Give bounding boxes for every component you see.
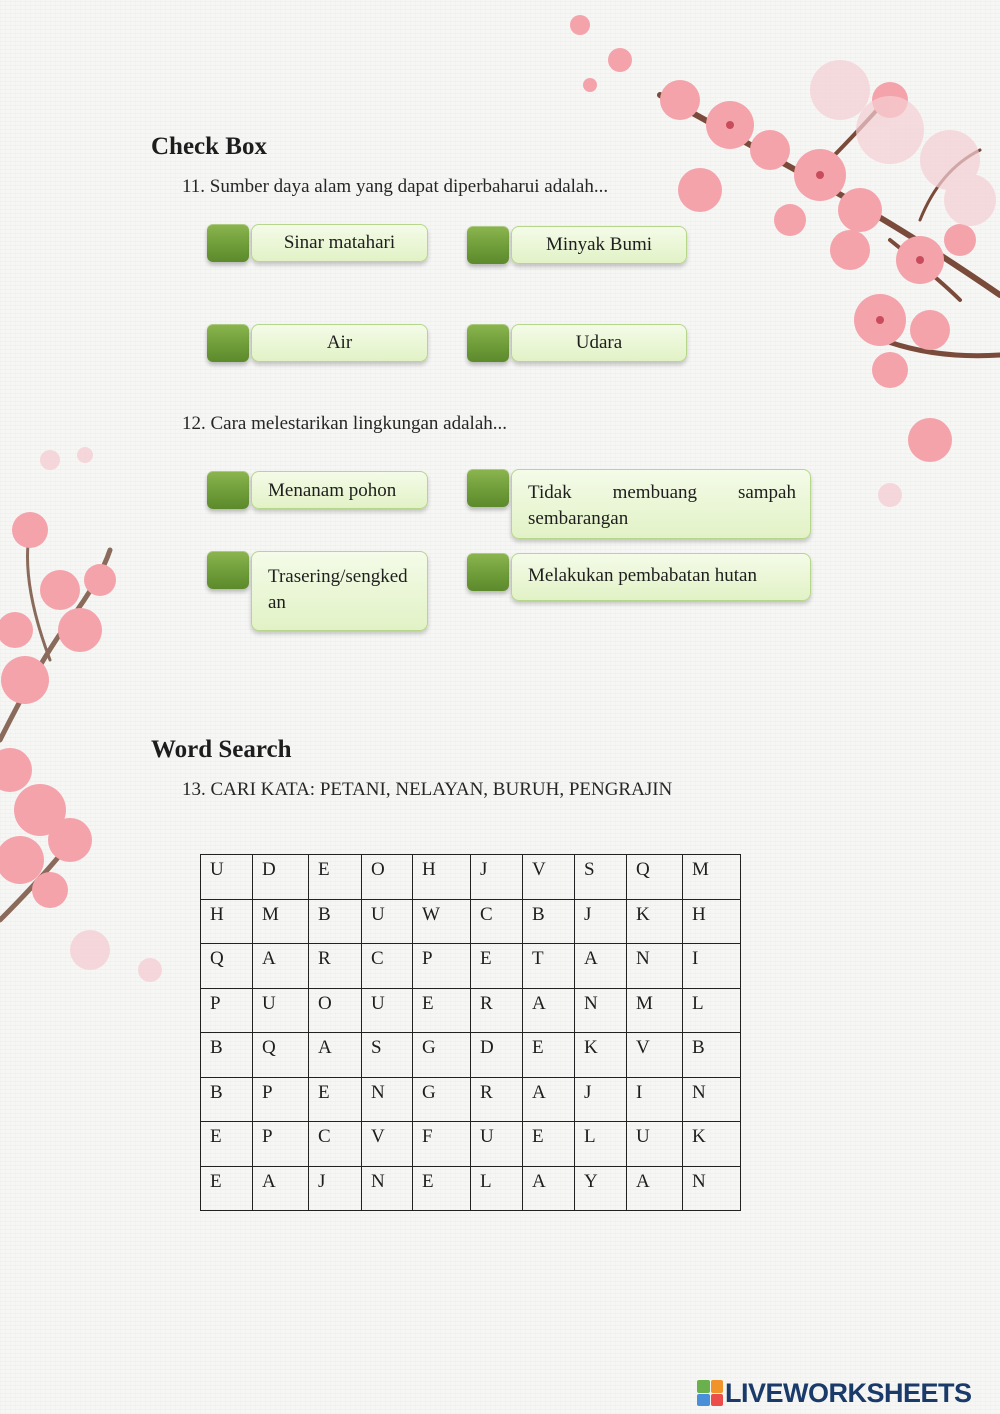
q11-checkbox-3[interactable] (207, 324, 249, 362)
grid-cell[interactable]: N (362, 1166, 413, 1211)
q11-option-label-2: Minyak Bumi (511, 226, 687, 264)
grid-cell[interactable]: B (683, 1033, 741, 1078)
grid-cell[interactable]: A (575, 944, 627, 989)
grid-cell[interactable]: E (413, 1166, 471, 1211)
grid-row (201, 944, 741, 989)
grid-cell[interactable]: U (627, 1122, 683, 1167)
grid-cell[interactable]: D (471, 1033, 523, 1078)
grid-cell[interactable]: A (523, 988, 575, 1033)
grid-cell[interactable]: A (523, 1077, 575, 1122)
grid-cell[interactable]: N (362, 1077, 413, 1122)
q12-option-label-4: Melakukan pembabatan hutan (511, 553, 811, 601)
grid-cell[interactable]: K (627, 899, 683, 944)
grid-cell[interactable]: E (201, 1166, 253, 1211)
grid-cell[interactable]: N (575, 988, 627, 1033)
q12-option-label-2: Tidak membuang sampah sembarangan (511, 469, 811, 539)
grid-row (201, 855, 741, 900)
grid-cell[interactable]: N (627, 944, 683, 989)
grid-cell[interactable]: P (253, 1122, 309, 1167)
liveworksheets-logo-icon (697, 1380, 723, 1406)
grid-row (201, 1077, 741, 1122)
check-box-heading: Check Box (151, 133, 267, 160)
grid-cell[interactable]: F (413, 1122, 471, 1167)
word-search-grid[interactable] (200, 854, 741, 1211)
grid-cell[interactable]: E (413, 988, 471, 1033)
grid-cell[interactable]: E (309, 855, 362, 900)
q12-checkbox-2[interactable] (467, 469, 509, 507)
q12-checkbox-1[interactable] (207, 471, 249, 509)
grid-row (201, 1033, 741, 1078)
grid-cell[interactable]: A (253, 944, 309, 989)
grid-cell[interactable]: O (309, 988, 362, 1033)
grid-row (201, 899, 741, 944)
grid-cell[interactable]: B (309, 899, 362, 944)
q11-checkbox-1[interactable] (207, 224, 249, 262)
grid-cell[interactable]: M (683, 855, 741, 900)
q11-option-label-3: Air (251, 324, 428, 362)
grid-cell[interactable]: U (253, 988, 309, 1033)
grid-cell[interactable]: U (201, 855, 253, 900)
grid-cell[interactable]: U (362, 899, 413, 944)
grid-cell[interactable]: B (201, 1077, 253, 1122)
grid-cell[interactable]: J (575, 1077, 627, 1122)
grid-row (201, 988, 741, 1033)
grid-cell[interactable]: E (201, 1122, 253, 1167)
grid-cell[interactable]: J (309, 1166, 362, 1211)
grid-cell[interactable]: P (253, 1077, 309, 1122)
grid-cell[interactable]: Q (201, 944, 253, 989)
grid-cell[interactable]: P (201, 988, 253, 1033)
grid-cell[interactable]: N (683, 1077, 741, 1122)
grid-cell[interactable]: G (413, 1033, 471, 1078)
grid-cell[interactable]: C (362, 944, 413, 989)
grid-cell[interactable]: U (471, 1122, 523, 1167)
grid-cell[interactable]: K (683, 1122, 741, 1167)
grid-cell[interactable]: W (413, 899, 471, 944)
grid-cell[interactable]: A (253, 1166, 309, 1211)
grid-cell[interactable]: J (575, 899, 627, 944)
grid-cell[interactable]: M (627, 988, 683, 1033)
grid-cell[interactable]: L (575, 1122, 627, 1167)
grid-row (201, 1122, 741, 1167)
q12-option-label-1: Menanam pohon (251, 471, 428, 509)
word-search-heading: Word Search (151, 736, 292, 763)
grid-cell[interactable]: O (362, 855, 413, 900)
grid-cell[interactable]: S (575, 855, 627, 900)
grid-cell[interactable]: S (362, 1033, 413, 1078)
grid-cell[interactable]: M (253, 899, 309, 944)
liveworksheets-logo (697, 1377, 972, 1409)
grid-cell[interactable]: Y (575, 1166, 627, 1211)
grid-cell[interactable]: E (471, 944, 523, 989)
grid-cell[interactable]: U (362, 988, 413, 1033)
grid-cell[interactable]: R (471, 1077, 523, 1122)
grid-cell[interactable]: N (683, 1166, 741, 1211)
grid-cell[interactable]: J (471, 855, 523, 900)
grid-cell[interactable]: Q (253, 1033, 309, 1078)
grid-cell[interactable]: A (309, 1033, 362, 1078)
grid-cell[interactable]: P (413, 944, 471, 989)
grid-cell[interactable]: A (627, 1166, 683, 1211)
grid-cell[interactable]: B (201, 1033, 253, 1078)
grid-cell[interactable]: H (413, 855, 471, 900)
grid-cell[interactable]: A (523, 1166, 575, 1211)
question-12-text: 12. Cara melestarikan lingkungan adalah... (182, 413, 508, 434)
q11-option-label-4: Udara (511, 324, 687, 362)
grid-cell[interactable]: E (523, 1033, 575, 1078)
grid-cell[interactable]: G (413, 1077, 471, 1122)
cherry-blossom-flower-right (870, 410, 980, 520)
grid-cell[interactable]: I (627, 1077, 683, 1122)
grid-cell[interactable]: H (683, 899, 741, 944)
grid-cell[interactable]: R (471, 988, 523, 1033)
grid-cell[interactable]: C (471, 899, 523, 944)
q11-checkbox-2[interactable] (467, 226, 509, 264)
grid-cell[interactable]: R (309, 944, 362, 989)
grid-cell[interactable]: T (523, 944, 575, 989)
grid-cell[interactable]: D (253, 855, 309, 900)
liveworksheets-logo-text: LIVEWORKSHEETS (725, 1377, 972, 1408)
grid-cell[interactable]: E (523, 1122, 575, 1167)
q11-option-label-1: Sinar matahari (251, 224, 428, 262)
grid-cell[interactable]: V (523, 855, 575, 900)
q12-option-label-3: Trasering/sengkedan (251, 551, 428, 631)
grid-cell[interactable]: E (309, 1077, 362, 1122)
q12-checkbox-3[interactable] (207, 551, 249, 589)
grid-row (201, 1166, 741, 1211)
grid-cell[interactable]: L (471, 1166, 523, 1211)
grid-cell[interactable]: V (627, 1033, 683, 1078)
grid-cell[interactable]: L (683, 988, 741, 1033)
grid-cell[interactable]: H (201, 899, 253, 944)
grid-cell[interactable]: Q (627, 855, 683, 900)
q12-checkbox-4[interactable] (467, 553, 509, 591)
grid-cell[interactable]: I (683, 944, 741, 989)
grid-cell[interactable]: K (575, 1033, 627, 1078)
grid-cell[interactable]: V (362, 1122, 413, 1167)
cherry-blossom-branch-left (0, 380, 180, 1000)
question-13-text: 13. CARI KATA: PETANI, NELAYAN, BURUH, PENGRAJIN (182, 779, 673, 800)
grid-cell[interactable]: B (523, 899, 575, 944)
q11-checkbox-4[interactable] (467, 324, 509, 362)
question-11-text: 11. Sumber daya alam yang dapat diperbaharui adalah... (182, 176, 609, 197)
grid-cell[interactable]: C (309, 1122, 362, 1167)
